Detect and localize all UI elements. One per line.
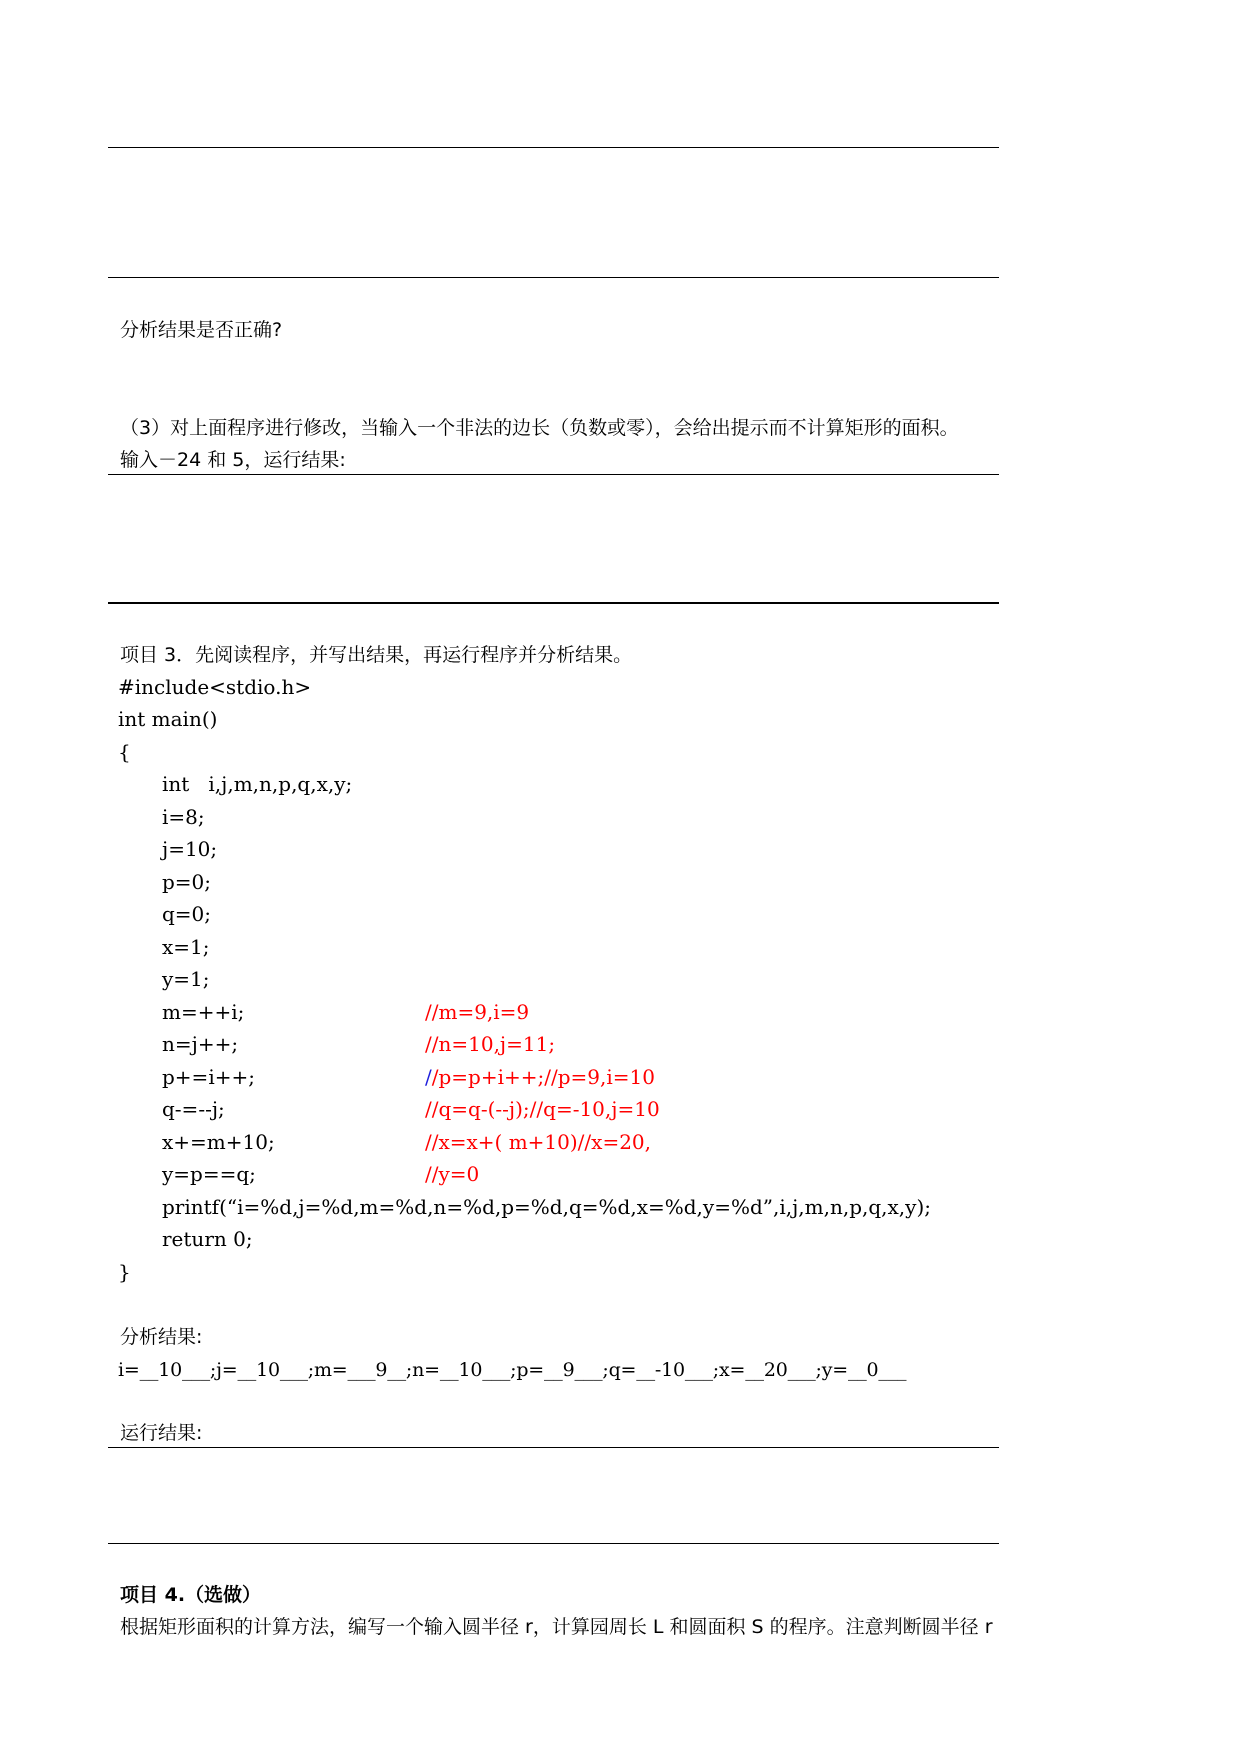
run-result-label: 运行结果: (120, 1422, 203, 1444)
project3-heading: 项目 3．先阅读程序，并写出结果，再运行程序并分析结果。 (120, 644, 633, 666)
code-comment: //x=x+( m+10)//x=20, (425, 1130, 652, 1154)
answer-line (108, 1447, 999, 1448)
code-line: printf(“i=%d,j=%d,m=%d,n=%d,p=%d,q=%d,x=%d,y=%d”,i,j,m,n,p,q,x,y); (162, 1195, 932, 1219)
code-line: x=1; (162, 935, 210, 959)
code-line: int main() (118, 707, 218, 731)
code-line: } (118, 1260, 131, 1284)
code-line: q-=--j; (162, 1097, 225, 1121)
code-line: #include<stdio.h> (118, 675, 312, 699)
code-comment: //n=10,j=11; (425, 1032, 556, 1056)
code-line: { (118, 740, 131, 764)
code-line: return 0; (162, 1227, 253, 1251)
code-line: n=j++; (162, 1032, 239, 1056)
analysis-question: 分析结果是否正确? (120, 319, 283, 341)
code-comment: //y=0 (425, 1162, 480, 1186)
code-comment-text: /p=p+i++;//p=9,i=10 (431, 1065, 655, 1089)
answer-line (108, 147, 999, 148)
analysis-answer: i=__10___;j=__10___;m=___9__;n=__10___;p=__9___;q=__-10___;x=__20___;y=__0___ (118, 1359, 907, 1381)
project4-text: 根据矩形面积的计算方法，编写一个输入圆半径 r，计算园周长 L 和圆面积 S 的程序。注意判断圆半径 r (120, 1616, 993, 1638)
code-comment: //q=q-(--j);//q=-10,j=10 (425, 1097, 660, 1121)
project4-heading: 项目 4.（选做） (120, 1584, 262, 1606)
code-line: x+=m+10; (162, 1130, 275, 1154)
code-line: j=10; (162, 837, 218, 861)
code-line: i=8; (162, 805, 205, 829)
code-comment: //m=9,i=9 (425, 1000, 530, 1024)
code-comment-prefix: / (425, 1065, 432, 1089)
analysis-label: 分析结果: (120, 1326, 203, 1348)
task3-instruction: （3）对上面程序进行修改，当输入一个非法的边长（负数或零），会给出提示而不计算矩形的面积。 (120, 417, 959, 439)
code-line: int i,j,m,n,p,q,x,y; (162, 772, 353, 796)
answer-line (108, 602, 999, 604)
answer-line (108, 277, 999, 278)
code-line: p+=i++; (162, 1065, 255, 1089)
task3-input-label: 输入－24 和 5，运行结果: (120, 449, 346, 471)
code-line: y=p==q; (162, 1162, 256, 1186)
answer-line (108, 1543, 999, 1544)
code-line: m=++i; (162, 1000, 245, 1024)
code-line: p=0; (162, 870, 212, 894)
code-line: y=1; (162, 967, 210, 991)
code-comment (425, 1065, 655, 1089)
answer-line (108, 474, 999, 475)
code-line: q=0; (162, 902, 212, 926)
